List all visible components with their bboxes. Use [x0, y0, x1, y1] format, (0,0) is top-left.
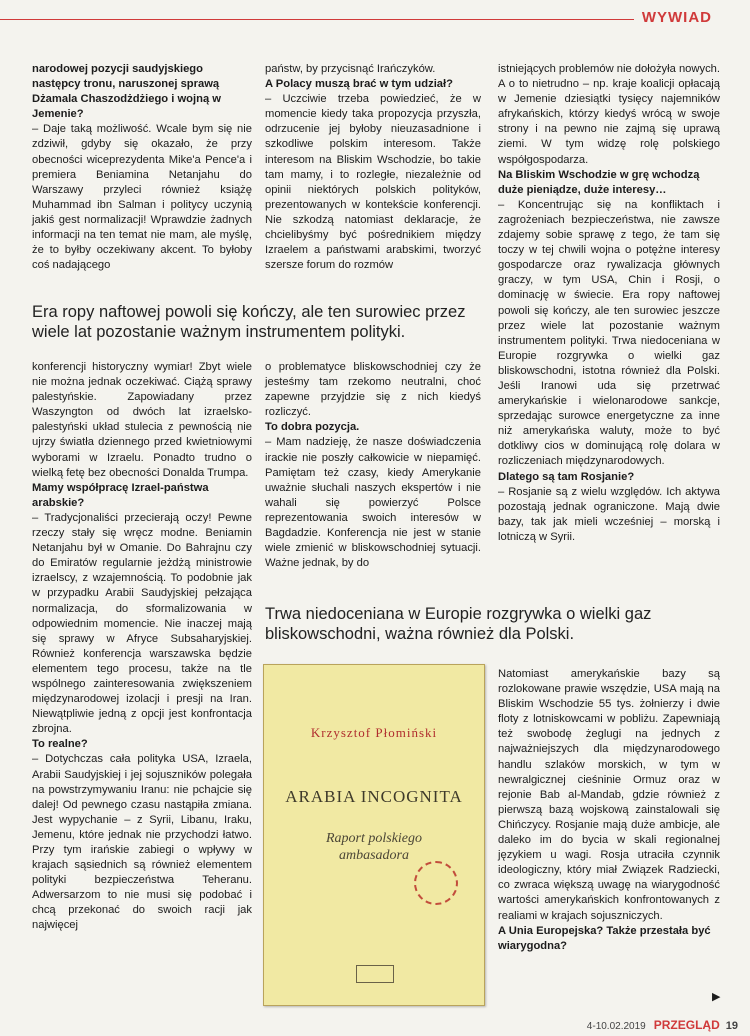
issue-date: 4-10.02.2019 [586, 1021, 646, 1032]
magazine-name: PRZEGLĄD [653, 1018, 720, 1032]
question: Mamy współpracę Izrael-państwa arabskie? [32, 481, 209, 509]
page-number: 19 [725, 1020, 738, 1032]
publisher-logo-icon [356, 965, 394, 983]
question: Na Bliskim Wschodzie w grę wchodzą duże pieniądze, duże interesy… [498, 168, 700, 196]
page-header [0, 0, 750, 38]
section-title: WYWIAD [634, 9, 712, 26]
paragraph: – Mam nadzieję, że nasze doświadczenia irackie nie poszły całkowicie w niepamięć. Pamiętam też czasy, kiedy Amerykanie uważnie słuchali naszych ekspertów i nie wahali się powierzyć Polsce reprezentowania swoich interesów w Bagdadzie. Konferencja nie jest w stanie wiele zmienić w bliskowschodniej sytuacji. Ważne jednak, by do [265, 436, 481, 570]
paragraph: – Uczciwie trzeba powiedzieć, że w momencie kiedy taka propozycja przyszła, odrzucenie jej byłoby nieuzasadnione i szkodliwe polskim interesom. Także interesom na Bliskim Wschodzie, bo takie tam mamy, i to rozległe, niezależnie od opinii niektórych polskich polityków, prezentowanych w kontekście konferencji. Nie szkodzą natomiast deklaracje, że chcielibyśmy być pośrednikiem między Izraelem a państwami arabskimi, tworzyć szersze forum do rozmów [265, 93, 481, 272]
column-1-top [32, 62, 252, 300]
paragraph: – Daje taką możliwość. Wcale bym się nie zdziwił, gdyby się okazało, że przy obecności wiceprezydenta Mike'a Pence'a i premiera Beniamina Netanjahu do Warszawy przyleci również książę Muhammad ibn Salman i politycy uczynią jakiś gest normalizacji! Wprawdzie żadnych informacji na ten temat nie mam, ale myślę, że to byłby oczekiwany akcent. To byłoby coś nadającego [32, 123, 252, 272]
column-2-middle [265, 360, 481, 610]
pull-quote-1: Era ropy naftowej powoli się kończy, ale ten surowiec przez wiele lat pozostanie ważnym instrumentem polityki. [32, 303, 466, 341]
paragraph: Natomiast amerykańskie bazy są rozlokowane prawie wszędzie, USA mają na Bliskim Wschodzie 55 tys. żołnierzy i dwie floty z lotniskowcami w pobliżu. Zapewniają też swobodę żeglugi na jednych z najważniejszych dla międzynarodowego handlu szlaków morskich, w tym w newralgicznej cieśninie Ormuz oraz w rejonie Bab al-Mandab, gdzie również z pierwszą bazą wojskową zainstalowali się Chińczycy. Rosjanie mają duże ambicje, ale daleko im do bycia w skali regionalnej językiem u wagi. Rosja utraciła czynnik ideologiczny, który miał Związek Radziecki, co zwraca większą uwagę na wiarygodność wartości amerykańskich konfrontowanych z realiami w krajach sojuszniczych. [498, 668, 720, 922]
column-3-bottom [498, 667, 720, 1000]
column-2-top [265, 62, 481, 300]
paragraph: istniejących problemów nie dołożyła nowych. A o to nietrudno – np. kraje koalicji opłacają w Jemenie dziesiątki tysięcy najemników afrykańskich, którzy kiedyś wrócą w swoje strony i na pewno nie zajmą się uprawą ziemi. W tym widzę rolę polskiego współgospodarza. [498, 63, 720, 166]
question: Dlatego są tam Rosjanie? [498, 470, 635, 483]
column-3-top [498, 62, 720, 602]
book-title: ARABIA INCOGNITA [285, 787, 463, 806]
header-rule [0, 19, 712, 20]
paragraph: – Tradycjonaliści przecierają oczy! Pewne rzeczy stały się wręcz modne. Beniamin Netanjahu był w Omanie. Do Bahrajnu czy do Emiratów regularnie jeżdżą ministrowie izraelscy, z wzajemnością. To podobnie jak w przypadku Arabii Saudyjskiej pełzająca normalizacja, do sformalizowania w odpowiednim momencie. Nie inaczej mają się sprawy w Afryce Subsaharyjskiej. Również konferencja warszawska będzie elementem tego procesu, także na tle wspólnego zainteresowania zwiększeniem międzynarodowej izolacji i presji na Iran. Niewątpliwie jedną z opcji jest konfrontacja zbrojna. [32, 511, 252, 736]
continue-arrow-icon: ▶ [712, 991, 721, 1003]
stamp-icon [414, 861, 458, 905]
paragraph: – Dotychczas cała polityka USA, Izraela, Arabii Saudyjskiej i jej sojuszników polegała na powstrzymywaniu Iranu: nie pchajcie się dalej! Od pewnego czasu nastąpiła zmiana. Jest wypychanie – z Syrii, Libanu, Iraku, Jemenu, które jednak nie przychodzi łatwo. Przy tym irańskie zabiegi o wpływy w krajach sąsiednich są również elementem polityki bezpieczeństwa Teheranu. Adwersarzom to nie musi się podobać i chcą przekonać do swoich racji jak najwięcej [32, 753, 252, 932]
column-1-middle [32, 360, 252, 932]
paragraph: – Rosjanie są z wielu względów. Ich aktywa pozostają jednak ograniczone. Mają dwie bazy, tak jak mieli wcześniej – morską i lotniczą w Syrii. [498, 485, 720, 543]
book-subtitle: Raport polskiego ambasadora [325, 831, 423, 863]
paragraph: konferencji historyczny wymiar! Zbyt wiele nie można jednak oczekiwać. Ciążą sprawy palestyńskie. Zapowiadany przez Waszyngton od dwóch lat izraelsko-palestyński układ stulecia z pewnością nie ujrzy światła dziennego przed kwietniowymi wyborami w Izraelu. Ponadto trudno o wielką fetę bez obecności Donalda Trumpa. [32, 361, 252, 479]
question: To dobra pozycja. [265, 421, 360, 434]
question: narodowej pozycji saudyjskiego następcy tronu, naruszonej sprawą Dżamala Chaszodżdżiego i wojną w Jemenie? [32, 63, 221, 121]
paragraph: – Koncentrując się na konfliktach i zagrożeniach bezpieczeństwa, nie zawsze zdajemy sobie sprawę z tego, że tam się toczy w tej chwili wojna o potężne interesy gospodarcze oraz rywalizacja głównych graczy, w tym USA, Chin i Rosji, o dominację w świecie. Era ropy naftowej powoli się kończy, ale ten surowiec jeszcze przez wiele lat pozostanie ważnym instrumentem polityki. Trwa niedoceniana w Europie rozgrywka o wielki gaz bliskowschodni, istotna również dla Polski. Jeśli Iranowi uda się przetrwać amerykańskie i wielonarodowe sankcje, sprzedając surowce energetyczne za inne niż amerykańska waluty, może to być dotkliwy cios w dominującą rolę dolara w rozliczeniach międzynarodowych. [498, 198, 720, 468]
page-footer [587, 1018, 738, 1032]
question: A Polacy muszą brać w tym udział? [265, 78, 453, 91]
book-author: Krzysztof Płomiński [310, 725, 438, 740]
paragraph: państw, by przycisnąć Irańczyków. [265, 63, 436, 75]
question: A Unia Europejska? Także przestała być wiarygodna? [498, 924, 711, 952]
paragraph: o problematyce bliskowschodniej czy że jesteśmy tam rzekomo neutralni, choć zapewne przyjdzie się z nich kiedyś rozliczyć. [265, 361, 481, 419]
question: To realne? [32, 738, 88, 751]
book-cover-image [263, 664, 485, 1006]
pull-quote-2: Trwa niedoceniana w Europie rozgrywka o wielki gaz bliskowschodni, ważna również dla Polski. [265, 605, 652, 643]
